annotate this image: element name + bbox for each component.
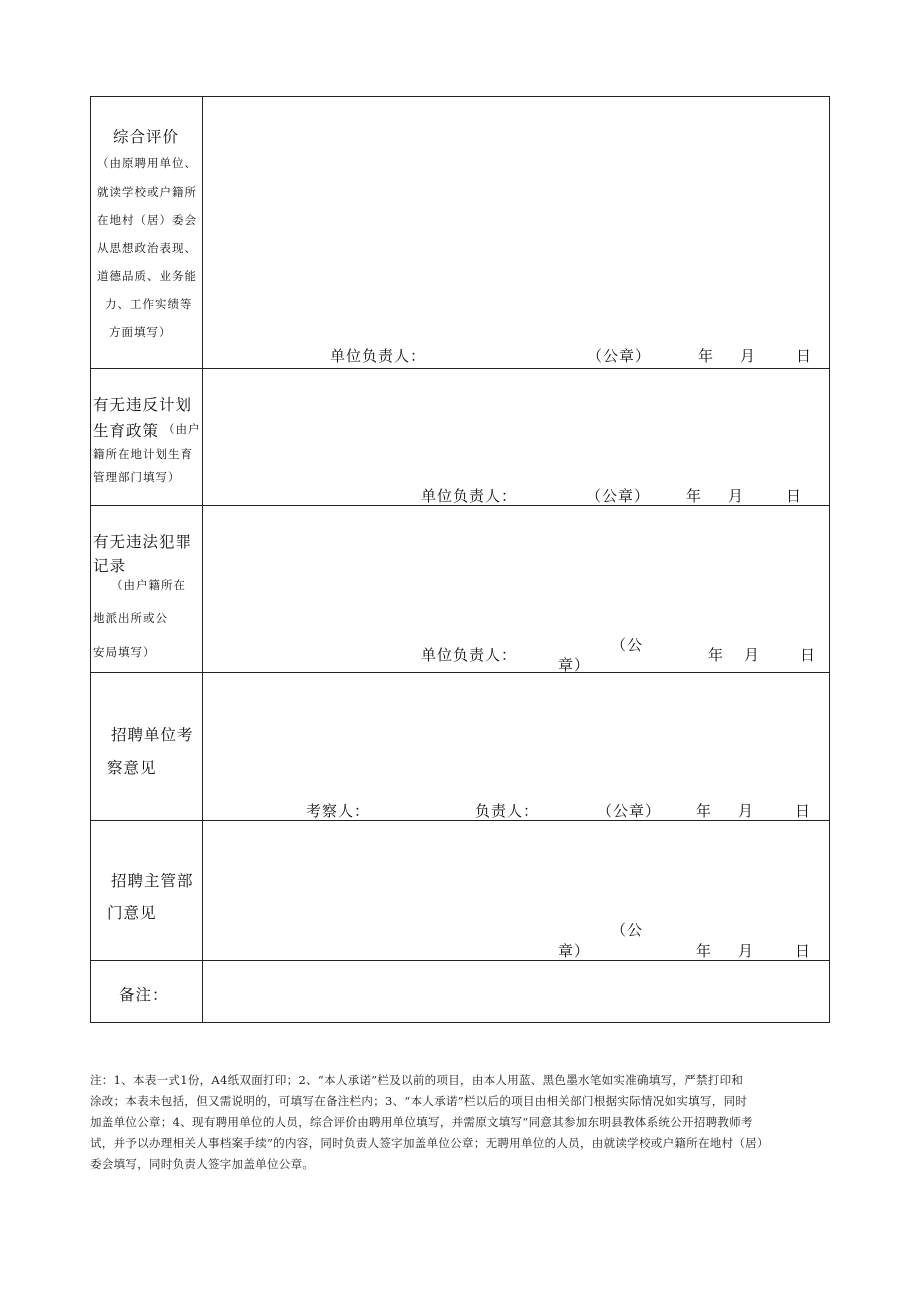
official-seal-label-part1: （公 [611,636,644,654]
criminal-record-desc-line: （由户籍所在 [111,578,186,592]
family-planning-desc-line: 籍所在地计划生育 [93,447,193,461]
footnote-line: 涂改；本表未包括，但又需说明的，可填写在备注栏内；3、“本人承诺”栏以后的项目由相关部门根据实际情况如实填写，同时 [90,1094,748,1108]
recruiting-unit-opinion-fill-area[interactable] [203,673,829,820]
comprehensive-evaluation-title: 综合评价 [113,128,180,146]
unit-head-label: 单位负责人： [421,487,518,505]
month-label: 月 [740,347,757,365]
inspector-label: 考察人： [306,802,371,820]
supervisory-department-opinion-fill-area[interactable] [203,821,829,960]
row-family-planning [91,369,829,506]
label-comprehensive-evaluation [91,97,203,368]
day-label: 日 [786,487,803,505]
row-remarks [91,961,829,1022]
month-label: 月 [744,646,761,664]
day-label: 日 [795,942,812,960]
family-planning-title-line1: 有无违反计划 [93,396,193,414]
label-family-planning [91,369,203,505]
remarks-title: 备注： [119,986,169,1004]
official-seal-label-part1: （公 [611,921,644,939]
year-label: 年 [708,646,725,664]
criminal-record-desc-line: 地派出所或公 [93,611,168,625]
comprehensive-evaluation-desc-line: 在地村（居）委会 [97,213,197,227]
unit-head-label: 单位负责人： [330,347,427,365]
footnote [90,1070,842,1175]
year-label: 年 [686,487,703,505]
remarks-fill-area[interactable] [203,961,829,1022]
official-seal-label-part2: 章） [558,656,591,674]
official-seal-label: （公章） [586,487,651,505]
day-label: 日 [796,347,813,365]
label-supervisory-department-opinion [91,821,203,960]
official-seal-label-part2: 章） [558,942,591,960]
criminal-record-title-line1: 有无违法犯罪 [93,533,193,551]
label-criminal-record [91,506,203,672]
supervisory-department-title-line2: 门意见 [107,904,157,922]
family-planning-desc-line: 管理部门填写） [93,470,181,484]
comprehensive-evaluation-desc-line: 就读学校或户籍所 [97,185,197,199]
year-label: 年 [696,802,713,820]
comprehensive-evaluation-desc-line: 力、工作实绩等 [105,297,193,311]
comprehensive-evaluation-desc-line: （由原聘用单位、 [97,156,197,170]
assessment-form-table [90,96,830,1023]
label-remarks [91,961,203,1022]
footnote-line: 加盖单位公章；4、现有聘用单位的人员，综合评价由聘用单位填写，并需原文填写“同意其参加东明县教体系统公开招聘教师考 [90,1115,753,1129]
criminal-record-desc-line: 安局填写） [93,645,156,659]
row-comprehensive-evaluation [91,97,829,369]
recruiting-unit-title-line2: 察意见 [107,759,157,777]
row-supervisory-department-opinion [91,821,829,961]
supervisory-department-title-line1: 招聘主管部 [111,872,194,890]
comprehensive-evaluation-desc-line: 道德品质、业务能 [97,269,197,283]
family-planning-title-line2: 生育政策 [93,422,160,440]
footnote-line: 试，并予以办理相关人事档案手续”的内容，同时负责人签字加盖单位公章；无聘用单位的人员，由就读学校或户籍所在地村（居） [90,1136,769,1150]
unit-head-label: 单位负责人： [421,646,518,664]
row-criminal-record [91,506,829,673]
label-recruiting-unit-opinion [91,673,203,820]
official-seal-label: （公章） [587,347,652,365]
comprehensive-evaluation-fill-area[interactable] [203,97,829,368]
official-seal-label: （公章） [597,802,662,820]
month-label: 月 [738,802,755,820]
row-recruiting-unit-opinion [91,673,829,821]
criminal-record-title-line2: 记录 [93,557,127,575]
month-label: 月 [738,942,755,960]
family-planning-fill-area[interactable] [203,369,829,505]
month-label: 月 [728,487,745,505]
footnote-line: 委会填写，同时负责人签字加盖单位公章。 [90,1157,315,1171]
day-label: 日 [800,646,817,664]
criminal-record-fill-area[interactable] [203,506,829,672]
family-planning-desc-inline: （由户 [163,422,201,436]
comprehensive-evaluation-desc-line: 从思想政治表现、 [97,241,197,255]
year-label: 年 [696,942,713,960]
day-label: 日 [795,802,812,820]
comprehensive-evaluation-desc-line: 方面填写） [109,325,172,339]
recruiting-unit-title-line1: 招聘单位考 [111,726,194,744]
responsible-person-label: 负责人： [475,802,540,820]
year-label: 年 [698,347,715,365]
footnote-line: 注：1、本表一式1份，A4纸双面打印；2、“本人承诺”栏及以前的项目，由本人用蓝、黑色墨水笔如实准确填写，严禁打印和 [90,1073,744,1087]
